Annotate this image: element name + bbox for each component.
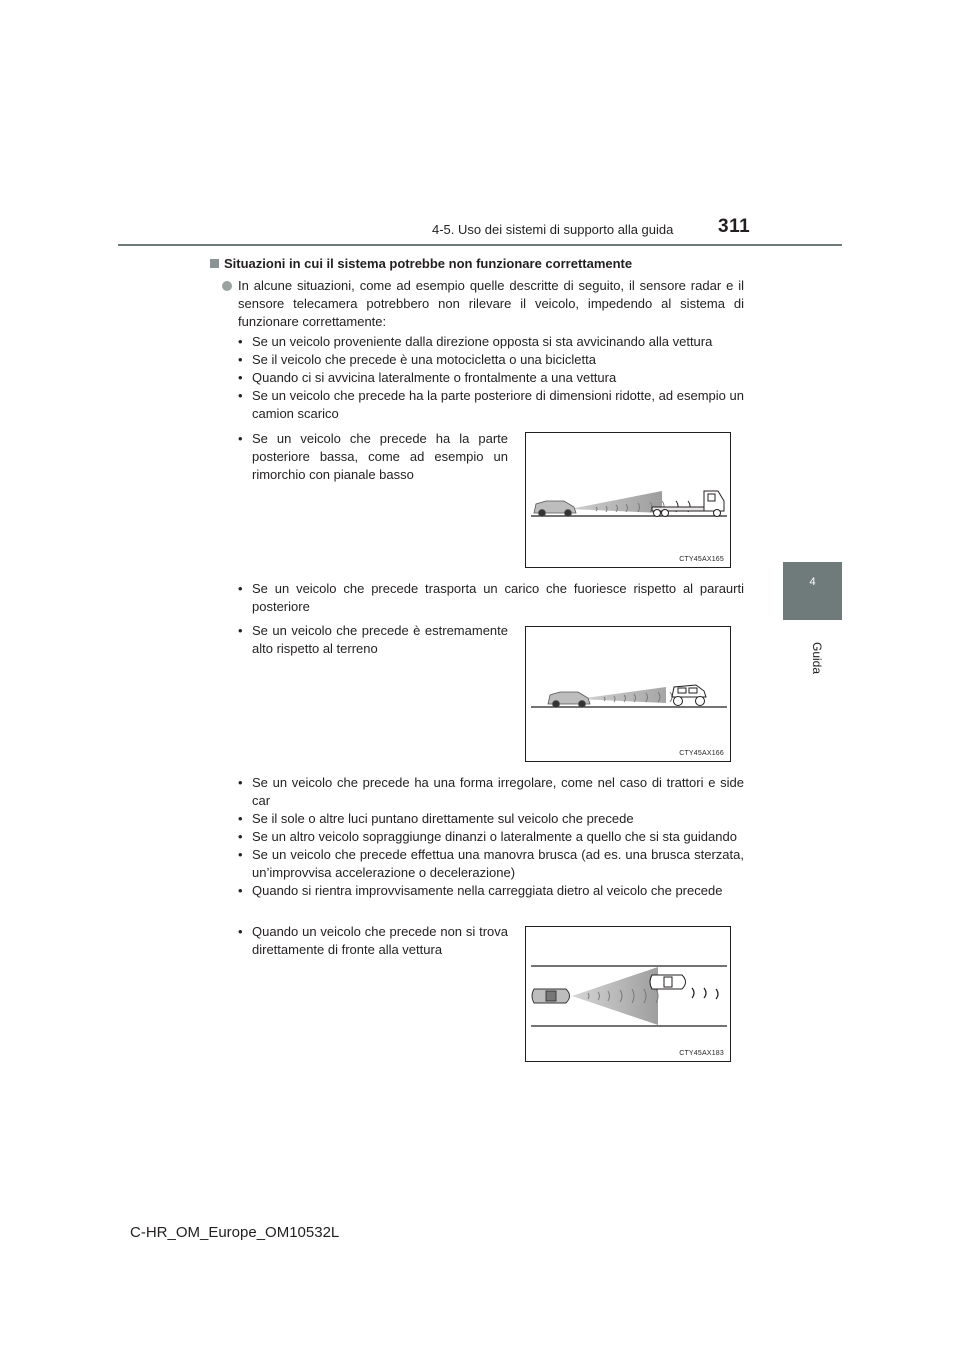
list-item: • Quando si rientra improvvisamente nella carreggiata dietro al veicolo che precede xyxy=(238,882,744,900)
list-item: • Quando un veicolo che precede non si trova direttamente di fronte alla vettura xyxy=(238,923,508,959)
page-number: 311 xyxy=(718,216,751,237)
square-bullet-icon xyxy=(210,259,219,268)
situation-low-rear xyxy=(238,430,508,484)
offset-vehicle-illustration xyxy=(526,927,732,1063)
circle-bullet-icon xyxy=(222,281,232,291)
section-heading-text: Situazioni in cui il sistema potrebbe non funzionare correttamente xyxy=(224,256,633,271)
situation-not-in-front xyxy=(238,923,508,959)
figure-code: CTY45AX165 xyxy=(679,556,724,563)
list-item: • Se un veicolo che precede è estremamente alto rispetto al terreno xyxy=(238,622,508,658)
chapter-title: 4-5. Uso dei sistemi di supporto alla guida xyxy=(432,222,674,237)
intro-bullet xyxy=(222,277,744,331)
list-item: • Quando ci si avvicina lateralmente o frontalmente a una vettura xyxy=(238,369,744,387)
figure-offset-vehicle xyxy=(525,926,731,1062)
figure-high-vehicle xyxy=(525,626,731,762)
situation-high-vehicle xyxy=(238,622,508,658)
situation-list-b xyxy=(238,774,744,900)
low-trailer-illustration xyxy=(526,433,732,569)
list-item: • Se un veicolo che precede effettua una manovra brusca (ad es. una brusca sterzata, un’improvvisa accelerazione o decelerazione) xyxy=(238,846,744,882)
figure-code: CTY45AX183 xyxy=(679,1050,724,1057)
list-item: • Se un veicolo che precede ha la parte posteriore di dimensioni ridotte, ad esempio un camion scarico xyxy=(238,387,744,423)
document-id: C-HR_OM_Europe_OM10532L xyxy=(130,1224,340,1241)
chapter-tab-label: Guida xyxy=(810,641,824,675)
list-item: • Se il sole o altre luci puntano direttamente sul veicolo che precede xyxy=(238,810,744,828)
section-heading xyxy=(210,256,632,271)
list-item: • Se il veicolo che precede è una motocicletta o una bicicletta xyxy=(238,351,744,369)
situation-list-a xyxy=(238,333,744,423)
figure-low-trailer xyxy=(525,432,731,568)
chapter-tab xyxy=(783,562,842,620)
list-item: • Se un veicolo che precede ha una forma irregolare, come nel caso di trattori e side car xyxy=(238,774,744,810)
list-item: • Se un veicolo che precede trasporta un carico che fuoriesce rispetto al paraurti posteriore xyxy=(238,580,744,616)
situation-overhang xyxy=(238,580,744,616)
high-vehicle-illustration xyxy=(526,627,732,763)
figure-code: CTY45AX166 xyxy=(679,750,724,757)
list-item: • Se un altro veicolo sopraggiunge dinanzi o lateralmente a quello che si sta guidando xyxy=(238,828,744,846)
chapter-tab-number: 4 xyxy=(809,576,816,588)
list-item: • Se un veicolo che precede ha la parte posteriore bassa, come ad esempio un rimorchio con pianale basso xyxy=(238,430,508,484)
header-rule xyxy=(118,244,842,246)
intro-bullet-text: In alcune situazioni, come ad esempio quelle descritte di seguito, il sensore radar e il sensore telecamera potrebbero non rilevare il veicolo, impedendo al sistema di funzionare correttamente: xyxy=(238,278,744,329)
list-item: • Se un veicolo proveniente dalla direzione opposta si sta avvicinando alla vettura xyxy=(238,333,744,351)
